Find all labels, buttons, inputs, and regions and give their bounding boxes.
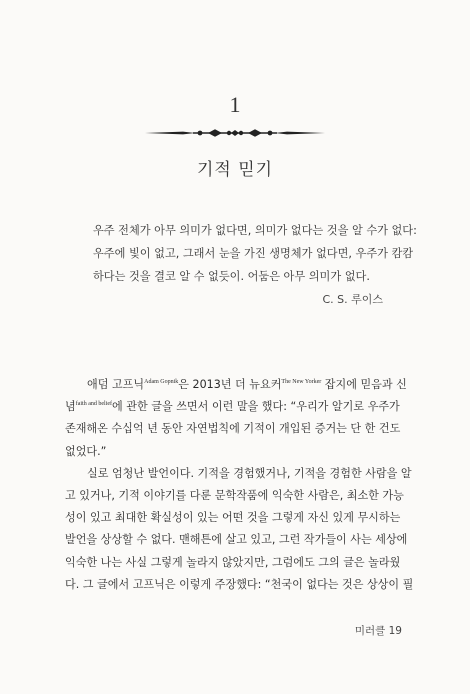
footnote-gloss: faith and belief [75, 401, 113, 408]
running-head-page-number: 미러클 19 [354, 625, 402, 637]
text-run: 은 2013년 더 뉴요커 [178, 378, 282, 391]
chapter-ornament [145, 126, 325, 140]
footnote-gloss: The New Yorker [281, 379, 322, 385]
text-run: 실로 엄청난 발언이다. 기적을 경험했거나, 기적을 경험한 사람을 알 [87, 466, 412, 480]
body-line: 존재해온 수십억 년 동안 자연법칙에 기적이 개입된 증거는 단 한 건도 [65, 422, 401, 436]
body-line [65, 374, 410, 396]
text-run: 애덤 고프닉 [87, 378, 145, 391]
body-line [65, 396, 410, 418]
chapter-title: 기적 믿기 [196, 160, 274, 180]
body-line: 익숙한 나는 사실 그렇게 놀라지 않았지만, 그럼에도 그의 글은 놀라웠 [65, 555, 401, 569]
body-line: 다. 그 글에서 고프닉은 이렇게 주장했다: “천국이 없다는 것은 상상이 필 [65, 577, 414, 591]
body-line: 발언을 상상할 수 없다. 맨해튼에 살고 있고, 그런 작가들이 사는 세상에 [65, 533, 408, 547]
body-text [65, 374, 414, 596]
text-run: 잡지에 믿음과 신 [321, 378, 407, 391]
body-line: 고 있거나, 기적 이야기를 다룬 문학작품에 익숙한 사람은, 최소한 가능 [65, 489, 404, 503]
body-line: 없었다.” [65, 444, 107, 458]
chapter-number: 1 [229, 92, 241, 117]
body-line [65, 463, 410, 485]
epigraph-line: 우주에 빛이 없고, 그래서 눈을 가진 생명체가 없다면, 우주가 캄캄 [93, 247, 414, 260]
epigraph-author: C. S. 루이스 [322, 293, 383, 306]
epigraph-line: 하다는 것을 결코 알 수 없듯이. 어둠은 아무 의미가 없다. [93, 270, 370, 283]
text-run: 에 관한 글을 쓰면서 이런 말을 했다: “우리가 알기로 우주가 [112, 400, 400, 414]
body-line: 성이 있고 최대한 확실성이 있는 어떤 것을 그렇게 자신 있게 무시하는 [65, 511, 401, 525]
footnote-gloss: Adam Gopnik [144, 379, 179, 385]
epigraph-line: 우주 전체가 아무 의미가 없다면, 의미가 없다는 것을 알 수가 없다: [93, 224, 417, 237]
epigraph [93, 219, 417, 288]
text-run: 념 [65, 400, 76, 414]
